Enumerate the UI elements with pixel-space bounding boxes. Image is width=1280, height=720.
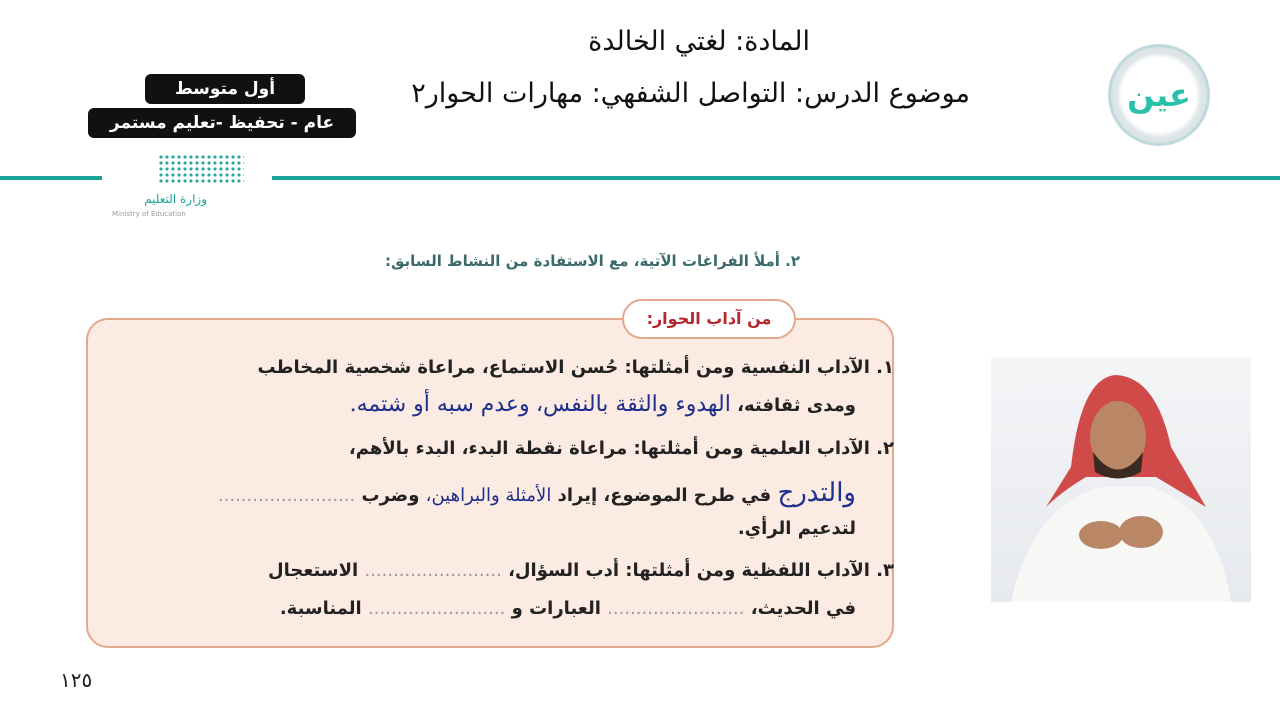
handwritten-answer: الهدوء والثقة بالنفس، <box>535 392 731 417</box>
blank: ........................ <box>217 485 356 506</box>
ministry-logo <box>108 152 248 224</box>
page-number: ١٢٥ <box>60 668 93 692</box>
presenter-figure-icon <box>991 357 1251 602</box>
handwritten-answer: الأمثلة والبراهين، <box>425 485 552 506</box>
channel-logo-text: عين <box>1127 76 1191 114</box>
lesson-topic: موضوع الدرس: التواصل الشفهي: مهارات الحوار٢ <box>411 78 970 109</box>
text: المناسبة. <box>279 598 362 619</box>
text: وضرب <box>361 485 420 506</box>
grade-badge: أول متوسط <box>145 74 305 104</box>
item1-line2 <box>350 392 856 417</box>
item2-line1: ٢. الآداب العلمية ومن أمثلتها: مراعاة نقطة البدء، البدء بالأهم، <box>348 438 894 459</box>
item3-line2 <box>280 598 856 619</box>
divider-right <box>272 176 1280 180</box>
text: في طرح الموضوع، إيراد <box>557 485 772 506</box>
box-title: من آداب الحوار: <box>622 299 796 339</box>
blank: ........................ <box>368 598 506 619</box>
text: في الحديث، <box>750 598 856 619</box>
item3-line1 <box>268 560 894 581</box>
text: ومدى ثقافته، <box>737 395 856 416</box>
ministry-name-en: Ministry of Education <box>112 210 186 218</box>
blank: ........................ <box>607 598 745 619</box>
divider-left <box>0 176 102 180</box>
presenter-video <box>991 357 1251 602</box>
item1-line1: ١. الآداب النفسية ومن أمثلتها: حُسن الاستماع، مراعاة شخصية المخاطب <box>257 357 894 378</box>
subject-title: المادة: لغتي الخالدة <box>588 26 810 57</box>
track-badge: عام - تحفيظ -تعليم مستمر <box>88 108 356 138</box>
ministry-name-ar: وزارة التعليم <box>144 192 207 206</box>
handwritten-answer: وعدم سبه أو شتمه. <box>349 392 530 417</box>
exercise-instruction: ٢. أملأ الفراغات الآتية، مع الاستفادة من النشاط السابق: <box>385 252 800 270</box>
item2-line2 <box>218 478 856 508</box>
item2-line3: لتدعيم الرأي. <box>737 518 856 539</box>
blank: ........................ <box>364 560 502 581</box>
channel-logo <box>1108 44 1210 146</box>
text: العبارات و <box>511 598 601 619</box>
ministry-dots-icon <box>158 154 244 184</box>
text: الاستعجال <box>268 560 359 581</box>
text: ٣. الآداب اللفظية ومن أمثلتها: أدب السؤال، <box>508 560 894 581</box>
handwritten-answer: والتدرج <box>777 478 856 508</box>
